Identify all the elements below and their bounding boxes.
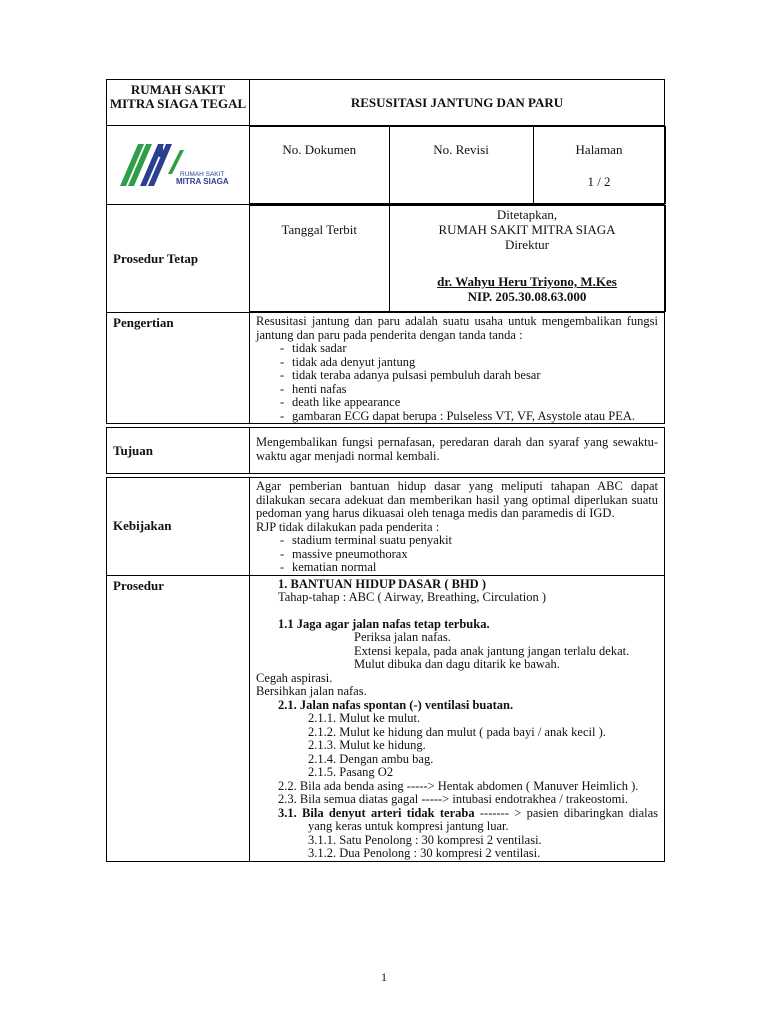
director-name: dr. Wahyu Heru Triyono, M.Kes <box>437 274 617 289</box>
list-item: - stadium terminal suatu penyakit <box>256 534 658 548</box>
list-item: - kematian normal <box>256 561 658 575</box>
kebijakan-list <box>256 534 658 575</box>
list-item: 2.1.5. Pasang O2 <box>308 765 394 779</box>
approval-cell <box>250 205 665 313</box>
cegah-aspirasi: Cegah aspirasi. <box>256 670 333 685</box>
step-2-2: 2.2. Bila ada benda asing -----> Hentak abdomen ( Manuver Heimlich ). <box>278 778 639 793</box>
section-label-protap: Prosedur Tetap <box>107 205 250 313</box>
pengertian-content <box>250 313 665 424</box>
logo-line2: MITRA SIAGA <box>176 176 229 186</box>
list-item: 3.1.1. Satu Penolong : 30 kompresi 2 ventilasi. <box>308 832 542 847</box>
logo-cell <box>107 126 250 205</box>
step-2-3: 2.3. Bila semua diatas gagal -----> intubasi endotrakhea / trakeostomi. <box>278 792 628 806</box>
approval-block <box>389 206 665 312</box>
prosedur-content <box>250 575 665 861</box>
step-3-1 <box>256 807 658 834</box>
step-1-1: 1.1 Jaga agar jalan nafas tetap terbuka. <box>278 616 490 631</box>
page-label: Halaman <box>575 142 623 157</box>
page-value: 1 / 2 <box>587 174 611 189</box>
prosedur-stages: Tahap-tahap : ABC ( Airway, Breathing, Circulation ) <box>278 590 547 604</box>
step-2-1: 2.1. Jalan nafas spontan (-) ventilasi buatan. <box>278 697 514 712</box>
list-item: 3.1.2. Dua Penolong : 30 kompresi 2 ventilasi. <box>308 846 541 860</box>
kebijakan-text2: RJP tidak dilakukan pada penderita : <box>256 519 440 534</box>
pengertian-list <box>256 342 658 423</box>
hospital-logo <box>118 142 238 188</box>
list-item: - gambaran ECG dapat berupa : Pulseless VT, VF, Asystole atau PEA. <box>256 410 658 424</box>
step-1-1-c: Mulut dibuka dan dagu ditarik ke bawah. <box>354 657 560 671</box>
prosedur-heading: 1. BANTUAN HIDUP DASAR ( BHD ) <box>278 576 486 591</box>
sop-document <box>106 79 664 862</box>
kebijakan-content <box>250 478 665 576</box>
step-3-1-heading: 3.1. Bila denyut arteri tidak teraba <box>278 805 475 820</box>
label-prosedur: Prosedur <box>107 575 250 861</box>
list-item: 2.1.3. Mulut ke hidung. <box>308 738 426 752</box>
doc-info-table <box>250 126 666 204</box>
doc-info-cell <box>250 126 665 205</box>
step-1-1-b: Extensi kepala, pada anak jantung jangan terlalu dekat. <box>354 643 630 658</box>
label-pengertian: Pengertian <box>107 313 250 424</box>
pengertian-intro: Resusitasi jantung dan paru adalah suatu usaha untuk mengembalikan fungsi jantung dan paru pada penderita dengan tanda tanda : <box>256 314 658 342</box>
sop-table <box>106 79 665 862</box>
label-tujuan: Tujuan <box>107 428 250 474</box>
approval-table <box>250 205 666 312</box>
list-item: - massive pneumothorax <box>256 548 658 562</box>
list-item: 2.1.1. Mulut ke mulut. <box>308 711 421 725</box>
list-item: 2.1.4. Dengan ambu bag. <box>308 751 434 766</box>
step-1-1-a: Periksa jalan nafas. <box>354 630 451 644</box>
doc-number-label: No. Dokumen <box>250 127 389 204</box>
label-kebijakan: Kebijakan <box>107 478 250 576</box>
hospital-name: RUMAH SAKIT MITRA SIAGA TEGAL <box>107 80 250 126</box>
list-item: - tidak ada denyut jantung <box>256 356 658 370</box>
list-item: - henti nafas <box>256 383 658 397</box>
bersihkan-jalan-nafas: Bersihkan jalan nafas. <box>256 684 367 698</box>
revision-label: No. Revisi <box>389 127 533 204</box>
tujuan-text: Mengembalikan fungsi pernafasan, peredaran darah dan syaraf yang sewaktu-waktu agar menjadi normal kembali. <box>250 428 665 474</box>
step-3-1-text: ------- > pasien dibaringkan dialas yang keras untuk kompresi jantung luar. <box>308 805 658 833</box>
list-item: 2.1.2. Mulut ke hidung dan mulut ( pada bayi / anak kecil ). <box>308 724 606 739</box>
document-title: RESUSITASI JANTUNG DAN PARU <box>250 80 665 126</box>
institution-name: RUMAH SAKIT MITRA SIAGA <box>438 222 616 237</box>
issue-date-label: Tanggal Terbit <box>250 206 389 312</box>
approved-by: Ditetapkan, <box>496 207 558 222</box>
page-number: 1 <box>381 970 387 984</box>
director-position: Direktur <box>504 237 550 252</box>
list-item: - death like appearance <box>256 396 658 410</box>
page-cell <box>533 127 665 204</box>
list-item: - tidak teraba adanya pulsasi pembuluh darah besar <box>256 369 658 383</box>
director-nip: NIP. 205.30.08.63.000 <box>467 289 587 304</box>
list-item: - tidak sadar <box>256 342 658 356</box>
logo-line1: RUMAH SAKIT <box>180 170 225 178</box>
kebijakan-text1: Agar pemberian bantuan hidup dasar yang meliputi tahapan ABC dapat dilakukan secara adekuat dan memberikan hasil yang optimal diperlukan suatu pedoman yang harus dikuasai oleh tenaga medis dan paramedis di IGD. <box>256 479 658 520</box>
